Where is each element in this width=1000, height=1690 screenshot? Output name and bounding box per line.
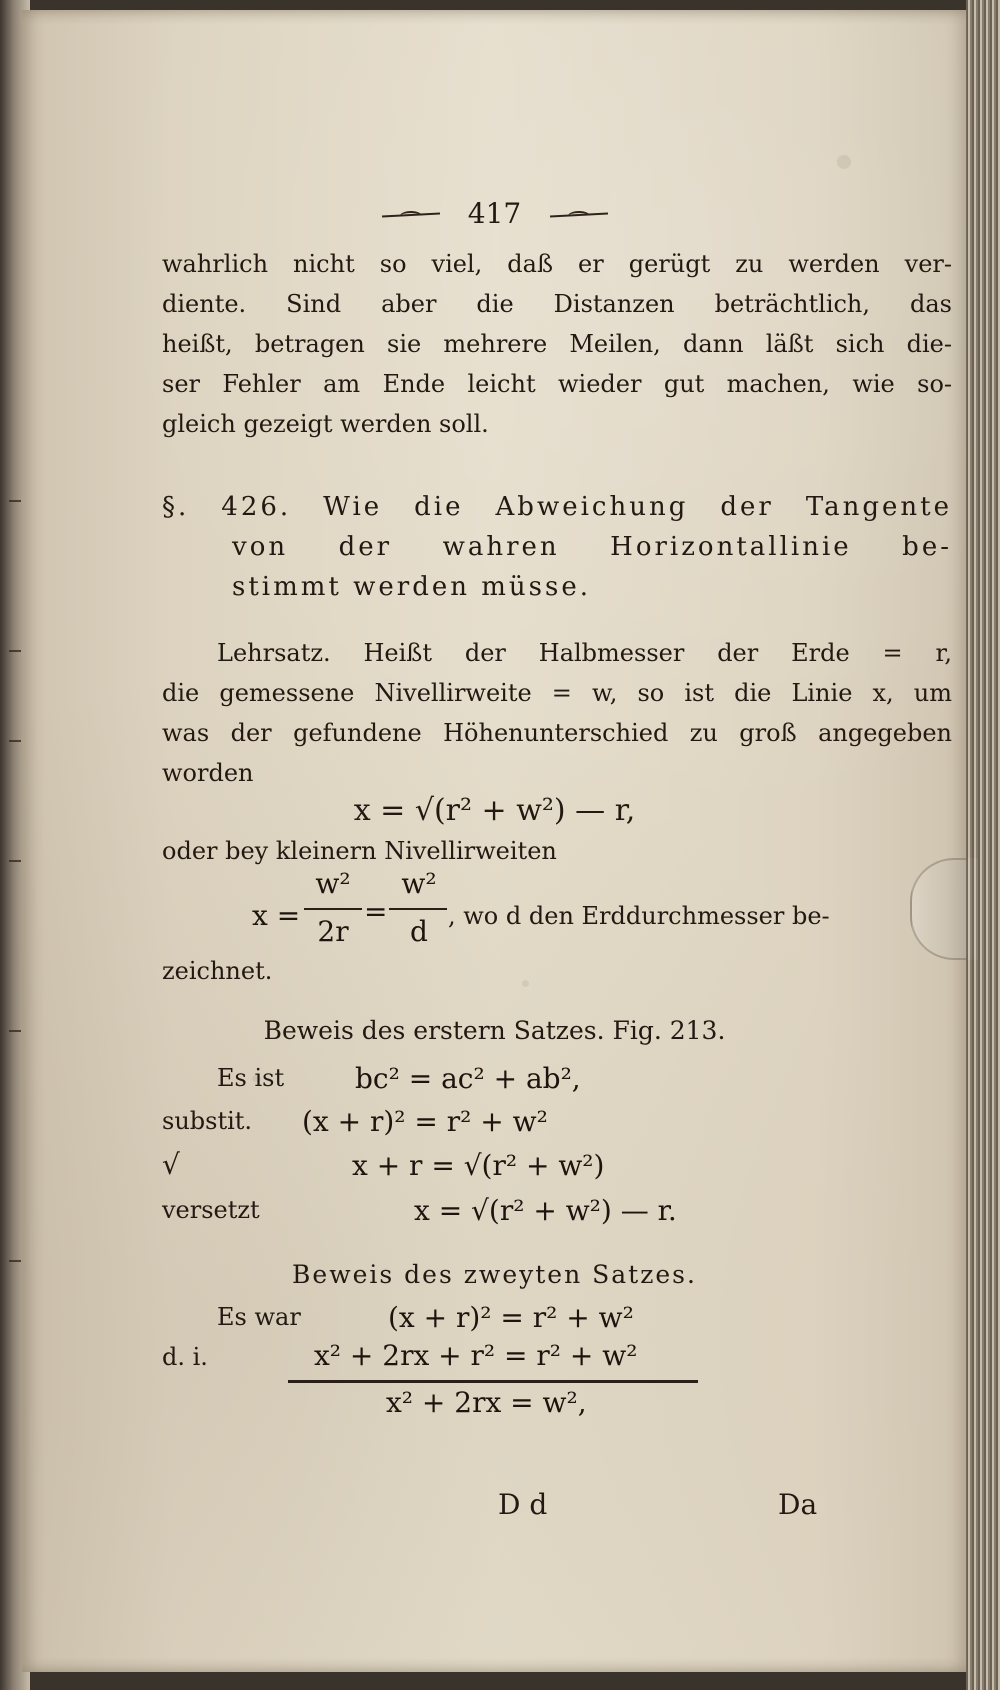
main-formula: x = √(r² + w²) — r, <box>353 793 636 828</box>
lehrsatz-line-3: was der gefundene Höhenunterschied zu groß angegeben <box>162 719 952 747</box>
proof-1-heading: Beweis des erstern Satzes. Fig. 213. <box>263 1016 726 1045</box>
section-subheading-line-1: von der wahren Horizontallinie be- <box>232 532 952 562</box>
fraction-bar-left <box>304 908 362 910</box>
proof-1-expression-1: bc² = ac² + ab², <box>355 1062 581 1095</box>
right-header-ornament <box>550 209 608 221</box>
footer-catchword: Da <box>778 1488 818 1521</box>
proof-2-expression-2: x² + 2rx + r² = r² + w² <box>314 1339 638 1372</box>
paragraph-line-5: gleich gezeigt werden soll. <box>162 410 489 438</box>
right-page-edge <box>966 0 1000 1690</box>
paper-spot <box>837 155 851 169</box>
section-subheading-line-2: stimmt werden müsse. <box>232 572 591 602</box>
paragraph-line-4: ser Fehler am Ende leicht wieder gut machen, wie so- <box>162 370 952 398</box>
proof-1-expression-4: x = √(r² + w²) — r. <box>414 1194 677 1227</box>
paragraph-line-2: diente. Sind aber die Distanzen beträchtlich, das <box>162 290 952 318</box>
proof-result-rule <box>288 1380 698 1383</box>
fraction-tail-text: , wo d den Erddurchmesser be- <box>448 902 830 930</box>
small-distance-line: oder bey kleinern Nivellirweiten <box>162 837 557 865</box>
left-page-mark <box>9 860 21 862</box>
proof-1-expression-2: (x + r)² = r² + w² <box>302 1105 548 1138</box>
fraction-lhs: x = <box>252 899 301 932</box>
proof-1-label-3: √ <box>162 1148 180 1181</box>
lehrsatz-line-4: worden <box>162 759 254 787</box>
lehrsatz-line-1: Lehrsatz. Heißt der Halbmesser der Erde = r, <box>217 639 952 667</box>
left-page-mark <box>9 650 21 652</box>
proof-2-expression-1: (x + r)² = r² + w² <box>388 1301 634 1334</box>
fraction-bar-right <box>389 908 447 910</box>
left-page-mark <box>9 500 21 502</box>
paragraph-line-3: heißt, betragen sie mehrere Meilen, dann läßt sich die- <box>162 330 952 358</box>
proof-1-expression-3: x + r = √(r² + w²) <box>352 1149 605 1182</box>
page-number: 417 <box>467 197 522 230</box>
left-page-mark <box>9 740 21 742</box>
proof-1-label-4: versetzt <box>162 1196 260 1224</box>
section-heading: §. 426. Wie die Abweichung der Tangente <box>162 492 952 522</box>
footer-signature: D d <box>498 1488 548 1521</box>
proof-2-expression-3: x² + 2rx = w², <box>386 1386 587 1419</box>
lehrsatz-line-2: die gemessene Nivellirweite = w, so ist die Linie x, um <box>162 679 952 707</box>
denominator-left: 2r <box>317 915 349 948</box>
denominator-right: d <box>410 915 428 948</box>
left-page-mark <box>9 1030 21 1032</box>
numerator-right: w² <box>401 867 437 900</box>
proof-2-label-1: Es war <box>217 1303 301 1331</box>
proof-1-label-2: substit. <box>162 1107 253 1135</box>
fraction-middle-equals: = <box>364 895 388 928</box>
numerator-left: w² <box>315 867 351 900</box>
continued-word: zeichnet. <box>162 957 273 985</box>
paper-page <box>22 10 967 1672</box>
proof-2-heading: Beweis des zweyten Satzes. <box>292 1260 697 1289</box>
proof-2-label-2: d. i. <box>162 1343 208 1371</box>
paragraph-line-1: wahrlich nicht so viel, daß er gerügt zu werden ver- <box>162 250 952 278</box>
left-page-mark <box>9 1260 21 1262</box>
proof-1-label-1: Es ist <box>217 1064 285 1092</box>
